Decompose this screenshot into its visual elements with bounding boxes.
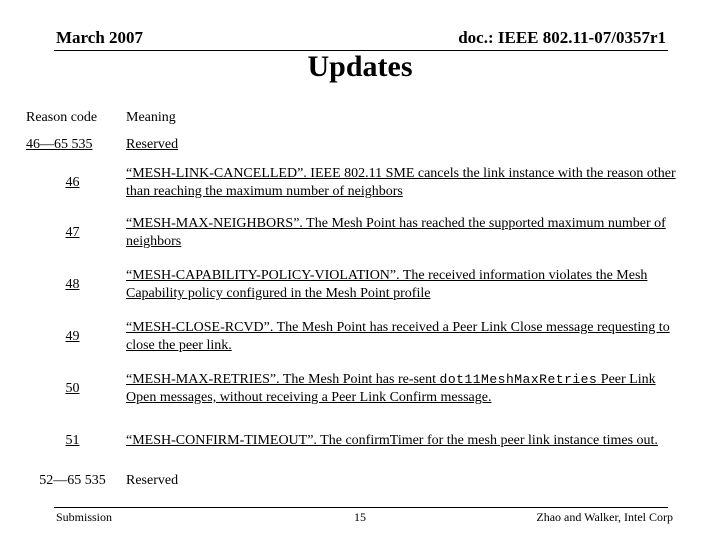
reason-code-cell: 46 <box>65 175 80 190</box>
page-title: Updates <box>307 50 413 83</box>
footer-page-number: 15 <box>354 510 366 524</box>
reason-code-cell: 49 <box>65 329 80 344</box>
table-row <box>26 311 682 363</box>
mib-variable-name: dot11MeshMaxRetries <box>439 372 598 387</box>
meaning-cell: “MESH-CAPABILITY-POLICY-VIOLATION”. The received information violates the Mesh Capability policy configured in the Mesh Point profile <box>126 268 648 301</box>
meaning-cell: “MESH-MAX-NEIGHBORS”. The Mesh Point has reached the supported maximum number of neighbors <box>126 216 666 249</box>
reason-code-cell: 48 <box>65 277 80 292</box>
table-row <box>26 207 682 259</box>
table-header-row <box>26 105 682 131</box>
reason-code-cell: 51 <box>65 433 80 448</box>
footer-authors: Zhao and Walker, Intel Corp <box>536 510 673 524</box>
table-row <box>26 259 682 311</box>
meaning-text-prefix: “MESH-MAX-RETRIES”. The Mesh Point has re-sent <box>126 372 440 387</box>
meaning-cell <box>126 372 656 405</box>
meaning-cell: Reserved <box>126 473 179 488</box>
meaning-cell: “MESH-CONFIRM-TIMEOUT”. The confirmTimer for the mesh peer link instance times out. <box>126 433 658 448</box>
meaning-cell: “MESH-CLOSE-RCVD”. The Mesh Point has received a Peer Link Close message requesting to close the peer link. <box>126 320 670 353</box>
reason-code-cell: 50 <box>65 381 80 396</box>
footer-submission: Submission <box>56 510 113 524</box>
reason-code-cell: 46—65 535 <box>26 137 93 152</box>
column-header-reason-code: Reason code <box>26 110 98 125</box>
meaning-text-suffix: Peer Link Open messages, without receiving a Peer Link Confirm message. <box>126 372 656 405</box>
meaning-cell: “MESH-LINK-CANCELLED”. IEEE 802.11 SME cancels the link instance with the reason other than reaching the maximum number of neighbors <box>126 166 676 199</box>
header-doc-id: doc.: IEEE 802.11-07/0357r1 <box>458 28 666 47</box>
table-row <box>26 415 682 467</box>
header-date: March 2007 <box>56 28 144 47</box>
meaning-cell: Reserved <box>126 137 179 152</box>
column-header-meaning: Meaning <box>126 110 176 125</box>
reason-code-table <box>26 105 682 495</box>
table-row <box>26 467 682 495</box>
footer-divider <box>54 507 668 508</box>
reason-code-cell: 47 <box>65 225 80 240</box>
reason-code-cell: 52—65 535 <box>39 473 106 488</box>
table-row <box>26 363 682 415</box>
table-row <box>26 159 682 207</box>
table-row <box>26 131 682 159</box>
